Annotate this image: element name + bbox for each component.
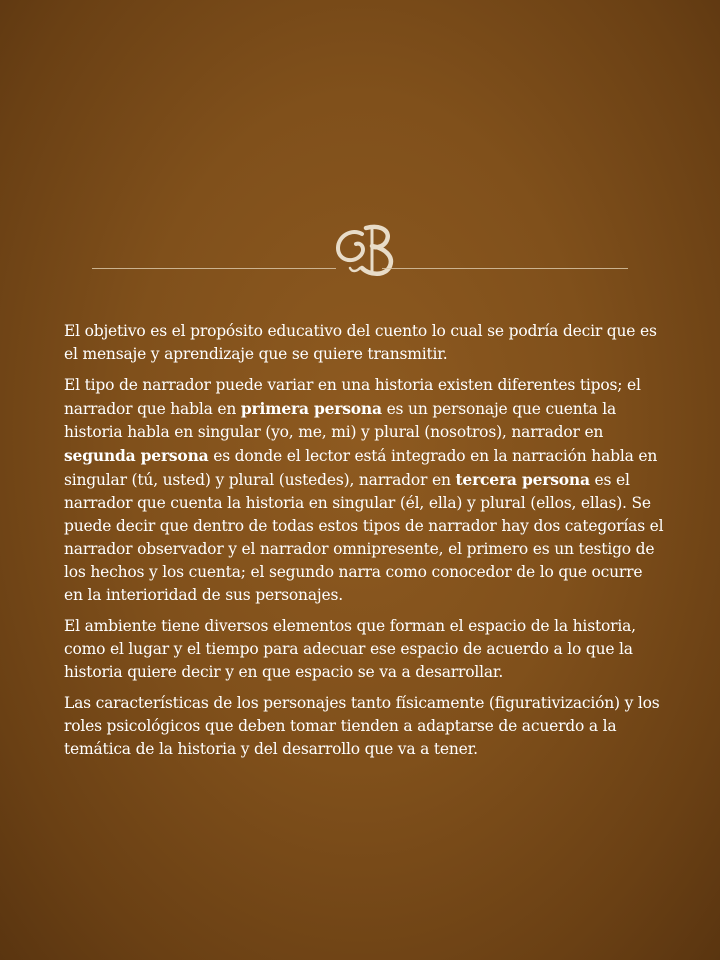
text-run: El ambiente tiene diversos elementos que forman el espacio de la historia, como el lugar y el tiempo para adecuar ese espacio de acuerdo a lo que la historia quiere decir y en que espacio se va a desarrollar.: [64, 617, 636, 681]
paragraph: [64, 692, 664, 761]
bold-term: tercera persona: [455, 470, 590, 489]
text-run: es el narrador que cuenta la historia en singular (él, ella) y plural (ellos, ellas). Se puede decir que dentro de todas estos tipos de narrador hay dos categorías el narrador observador y el narrador omnipresente, el primero es un testigo de los hechos y los cuenta; el segundo narra como conocedor de lo que ocurre en la interioridad de sus personajes.: [64, 471, 664, 604]
ornament-line-right: [382, 268, 628, 269]
text-run: Las características de los personajes tanto físicamente (figurativización) y los roles psicológicos que deben tomar tienden a adaptarse de acuerdo a la temática de la historia y del desarrollo que va a tener.: [64, 694, 660, 758]
paragraph: [64, 374, 664, 607]
text-run: El objetivo es el propósito educativo del cuento lo cual se podría decir que es el mensaje y aprendizaje que se quiere transmitir.: [64, 322, 657, 363]
bold-term: primera persona: [240, 399, 382, 418]
paragraph: [64, 320, 664, 366]
title-ornament: [92, 218, 628, 278]
bold-term: segunda persona: [64, 446, 209, 465]
text-run: es donde el lector está integrado en la narración habla en singular (tú, usted) y plural (ustedes), narrador en: [64, 447, 658, 489]
text-run: es un personaje que cuenta la historia habla en singular (yo, me, mi) y plural (nosotros), narrador en: [64, 400, 617, 441]
body-text: [64, 320, 664, 769]
ornament-line-left: [92, 268, 336, 269]
flourish-ornament-icon: [332, 220, 402, 278]
text-run: El tipo de narrador puede variar en una historia existen diferentes tipos; el narrador que habla en: [64, 376, 641, 418]
paragraph: [64, 615, 664, 684]
